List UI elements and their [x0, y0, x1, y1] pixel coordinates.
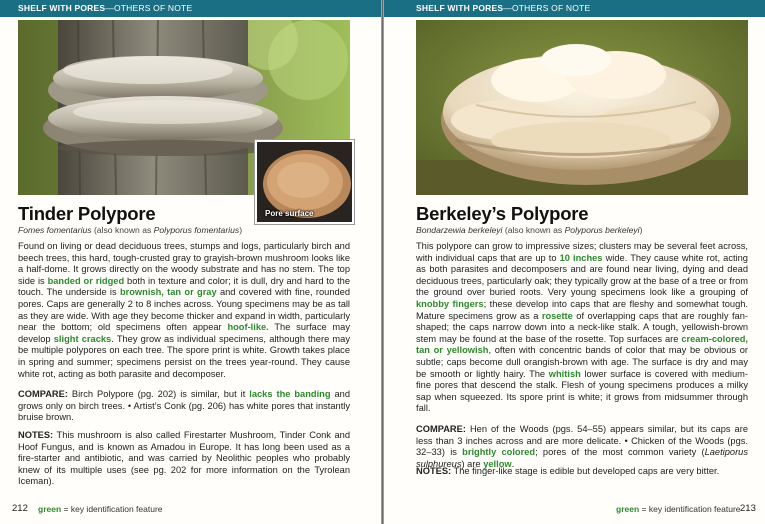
notes-paragraph: NOTES: The finger-like stage is edible but developed caps are very bitter. [416, 466, 720, 476]
key-feature: hoof-like. [227, 322, 269, 333]
key-feature: 10 inches [559, 252, 603, 263]
pore-surface-inset [255, 140, 354, 224]
species-title: Tinder Polypore [18, 203, 156, 224]
section-subtitle: —OTHERS OF NOTE [503, 3, 591, 13]
species-title: Berkeley’s Polypore [416, 203, 589, 224]
compare-paragraph: COMPARE: Hen of the Woods (pgs. 54–55) appears similar, but its caps are less than 3 inches across and are more delicate. • Chicken of the Woods (pgs. 32–33) is brightly colored; pores of the most common variety (Laetiporus sulphureus) are yellow. [416, 424, 748, 469]
latin-name: Laetiporus sulphureus [416, 447, 748, 469]
description-paragraph: This polypore can grow to impressive sizes; clusters may be several feet across, with individual caps that are up to 10 inches wide. They cause white rot, acting as both parasites and decomposers and are found near living, dying and dead deciduous trees, particularly oak; they typically grow at the base of a tree or from the ground over buried roots. Very young specimens look like a grouping of knobby fingers; these develop into caps that are fleshy and somewhat tough. Mature specimens grow as a rosette of overlapping caps that are roughly fan-shaped; the caps narrow down into a neck-like stalk. A tough, yellowish-brown stem may be found at the base of the rosette. Top surfaces are cream-colored, tan or yellowish, often with concentric bands of color that may be obvious or subtle; caps become dull orangish-brown with age. The surface is dry and may be smooth or lightly hairy. The whitish lower surface is covered with medium-fine pores that descend the stalk. Flesh of young specimens produces a milky sap when squeezed. Its spore print is white; it grows from midsummer through fall. [416, 241, 749, 414]
key-feature: slight cracks [53, 333, 112, 344]
aka-close: ) [239, 225, 243, 235]
section-header [0, 0, 381, 17]
latin-name: Fomes fomentarius [18, 225, 92, 235]
key-feature: whitish [548, 368, 581, 379]
key-feature: lacks the banding [249, 389, 331, 399]
section-name: SHELF WITH PORES [18, 3, 106, 13]
description-paragraph: Found on living or dead deciduous trees, stumps and logs, particularly birch and beech trees, this hard, tough-crusted gray to grayish-brown mushroom looks like a half-dome. It grows directly on the woody substrate and has no stem. The top side is banded or ridged both in texture and color; it is dull, dry and hard to the touch. The underside is brownish, tan or gray and covered with fine, rounded pores. Caps are generally 2 to 8 inches across. Young specimens may be as tall as they are wide. With age they become thicker and expand in width, particularly near the bottom; old specimens often appear hoof-like. The surface may develop slight cracks. They grow as individual specimens, although there may be multiple polypores on each tree. The spore print is white. Growth takes place in spring and summer; specimens persist on the trees year-round. They cause white rot, acting as both parasite and decomposer. [18, 241, 350, 379]
page-number: 212 [12, 503, 28, 514]
key-feature: cream-colored, tan or yellowish [416, 333, 748, 356]
berkeleys-polypore-illustration [416, 20, 748, 195]
berkeleys-polypore-photo [416, 20, 748, 195]
section-name: SHELF WITH PORES [416, 3, 504, 13]
notes-paragraph: NOTES: This mushroom is also called Firestarter Mushroom, Tinder Conk and Hoof Fungus, and is known as Amadou in Europe. It has long been used as a fire-starter and antibiotic, and was carried by Neolithic peoples who probably knew of its multiple uses (see pg. 202 for more information on the Tyrolean Iceman). [18, 430, 350, 487]
scientific-name [18, 225, 242, 235]
inset-caption: Pore surface [265, 209, 314, 218]
aka-text: (also known as [91, 225, 154, 235]
key-legend: green = key identification feature [38, 504, 163, 514]
key-feature: rosette [541, 310, 573, 321]
section-subtitle: —OTHERS OF NOTE [105, 3, 193, 13]
compare-paragraph: COMPARE: Birch Polypore (pg. 202) is similar, but it lacks the banding and grows only on birch trees. • Artist’s Conk (pg. 206) has white pores that instantly bruise brown. [18, 389, 350, 423]
key-feature: knobby fingers [416, 298, 484, 309]
right-page [384, 0, 765, 524]
notes-label: NOTES: [416, 466, 452, 476]
key-feature: brownish, tan or gray [119, 287, 217, 298]
aka-text: (also known as [502, 225, 565, 235]
key-legend: green = key identification feature [616, 504, 741, 514]
notes-label: NOTES: [18, 430, 54, 440]
compare-label: COMPARE: [18, 389, 68, 399]
section-header [384, 0, 765, 17]
latin-name: Bondarzewia berkeleyi [416, 225, 503, 235]
page-number: 213 [740, 503, 756, 514]
key-feature: banded or ridged [47, 275, 125, 286]
key-feature: brightly colored [462, 447, 536, 458]
alt-latin-name: Polyporus berkeleyi [564, 225, 640, 235]
alt-latin-name: Polyporus fomentarius [153, 225, 240, 235]
scientific-name [416, 225, 642, 235]
compare-label: COMPARE: [416, 424, 466, 434]
aka-close: ) [639, 225, 643, 235]
key-feature: yellow [483, 458, 512, 469]
left-page [0, 0, 381, 524]
